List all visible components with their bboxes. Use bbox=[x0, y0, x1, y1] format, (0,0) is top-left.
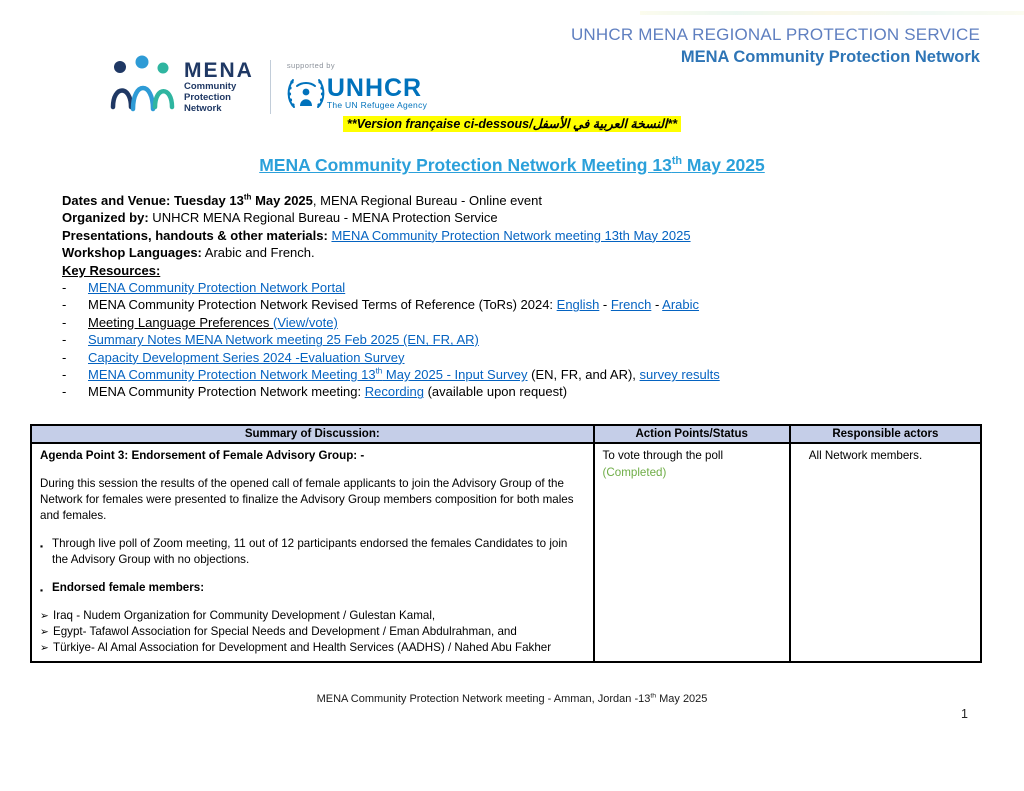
tors-arabic-link[interactable]: Arabic bbox=[662, 297, 700, 313]
decorative-strip bbox=[640, 11, 1024, 15]
bullet-endorsed-members: ▪ Endorsed female members: bbox=[40, 580, 585, 598]
arrow-bullet-icon: ➢ bbox=[40, 642, 49, 655]
input-survey-link[interactable]: MENA Community Protection Network Meeting 13th May 2025 - Input Survey bbox=[88, 366, 528, 383]
agenda-heading: Agenda Point 3: Endorsement of Female Advisory Group: - bbox=[40, 449, 365, 462]
portal-link[interactable]: MENA Community Protection Network Portal bbox=[88, 280, 346, 296]
materials-link[interactable]: MENA Community Protection Network meeting 13th May 2025 bbox=[331, 227, 691, 243]
letterhead bbox=[571, 24, 980, 68]
dates-line: Dates and Venue: Tuesday 13th May 2025, MENA Regional Bureau - Online event bbox=[62, 192, 542, 208]
page-title bbox=[0, 155, 1024, 176]
tors-french-link[interactable]: French bbox=[610, 297, 652, 313]
capacity-survey-link[interactable]: Capacity Development Series 2024 -Evaluation Survey bbox=[88, 349, 405, 365]
unhcr-tagline: The UN Refugee Agency bbox=[326, 99, 428, 110]
mena-logo-text bbox=[184, 58, 254, 114]
responsible-text: All Network members. bbox=[808, 449, 923, 462]
action-text: To vote through the poll bbox=[602, 449, 724, 462]
logo-divider bbox=[270, 60, 271, 114]
supported-by-label: supported by bbox=[286, 60, 336, 70]
language-notice-text: **Version française ci-dessous/النسخة العربية في الأسفل** bbox=[343, 116, 681, 132]
resource-item-language-pref: - Meeting Language Preferences (View/vote) bbox=[62, 314, 338, 330]
unhcr-wordmark: UNHCR bbox=[326, 73, 423, 102]
discussion-table bbox=[30, 424, 982, 663]
key-resources-heading: Key Resources: bbox=[62, 262, 161, 278]
page-number: 1 bbox=[961, 707, 968, 721]
logo-block bbox=[110, 54, 427, 120]
mena-logo-sub1: Community bbox=[184, 80, 237, 92]
bullet-poll-result: ▪ Through live poll of Zoom meeting, 11 out of 12 participants endorsed the females Candidates to join the Advisory Group with no objections. bbox=[40, 537, 568, 566]
dash-marker: - bbox=[62, 297, 67, 313]
square-bullet-icon: ▪ bbox=[40, 585, 44, 595]
view-vote-link[interactable]: (View/vote) bbox=[273, 314, 338, 330]
mena-people-icon bbox=[110, 55, 176, 119]
page-title-post: May 2025 bbox=[682, 155, 765, 175]
recording-link[interactable]: Recording bbox=[364, 384, 424, 400]
mena-logo-sub3: Network bbox=[184, 102, 222, 114]
resource-item-summary-notes bbox=[62, 331, 962, 348]
status-badge: (Completed) bbox=[602, 466, 667, 479]
header-summary: Summary of Discussion: bbox=[31, 425, 594, 443]
dash-marker: - bbox=[62, 314, 67, 330]
agenda-paragraph: During this session the results of the opened call of female applicants to join the Advisory Group of the Network for females were presented to finalize the Advisory Group members composition for both males and females. bbox=[40, 477, 574, 522]
language-notice bbox=[0, 116, 1024, 131]
action-cell bbox=[594, 443, 790, 662]
materials-line: Presentations, handouts & other materials: MENA Community Protection Network meeting 13th May 2025 bbox=[62, 227, 691, 243]
dash-marker: - bbox=[62, 332, 67, 348]
list-item: ➢ Türkiye- Al Amal Association for Development and Health Services (AADHS) / Nahed Abu Fakher bbox=[40, 640, 585, 656]
survey-results-link[interactable]: survey results bbox=[639, 367, 720, 383]
responsible-cell bbox=[790, 443, 981, 662]
tors-english-link[interactable]: English bbox=[556, 297, 600, 313]
meeting-meta bbox=[62, 192, 962, 401]
square-bullet-icon: ▪ bbox=[40, 541, 44, 551]
table-header-row bbox=[31, 425, 981, 443]
resource-item-input-survey: - MENA Community Protection Network Meeting 13th May 2025 - Input Survey (EN, FR, and AR), survey results bbox=[62, 366, 720, 383]
summary-notes-link[interactable]: Summary Notes MENA Network meeting 25 Feb 2025 (EN, FR, AR) bbox=[88, 332, 479, 348]
dash-marker: - bbox=[62, 367, 67, 383]
list-item: ➢ Iraq - Nudem Organization for Community Development / Gulestan Kamal, bbox=[40, 608, 585, 624]
dash-marker: - bbox=[62, 384, 67, 400]
list-item: ➢ Egypt- Tafawol Association for Special Needs and Development / Eman Abdulrahman, and bbox=[40, 624, 585, 640]
table-row bbox=[31, 443, 981, 662]
resource-item-portal bbox=[62, 279, 962, 296]
footer-text: MENA Community Protection Network meeting - Amman, Jordan -13th May 2025 bbox=[316, 692, 708, 705]
arrow-bullet-icon: ➢ bbox=[40, 610, 49, 622]
endorsed-members-list bbox=[40, 608, 585, 657]
page-title-text: MENA Community Protection Network Meeting 13 bbox=[259, 155, 672, 175]
resource-item-tors: - MENA Community Protection Network Revised Terms of Reference (ToRs) 2024: English - French - Arabic bbox=[62, 297, 700, 313]
unhcr-emblem-icon bbox=[285, 72, 327, 114]
languages-line: Workshop Languages: Arabic and French. bbox=[62, 245, 315, 261]
mena-logo-sub2: Protection bbox=[184, 91, 231, 103]
header-action: Action Points/Status bbox=[594, 425, 790, 443]
resource-item-capacity-survey bbox=[62, 349, 962, 366]
dash-marker: - bbox=[62, 349, 67, 365]
unhcr-logo bbox=[285, 61, 427, 114]
arrow-bullet-icon: ➢ bbox=[40, 626, 49, 639]
summary-cell bbox=[31, 443, 594, 662]
organized-line: Organized by: UNHCR MENA Regional Bureau - MENA Protection Service bbox=[62, 210, 498, 226]
header-responsible: Responsible actors bbox=[790, 425, 981, 443]
page-title-sup: th bbox=[671, 155, 683, 168]
letterhead-line2: MENA Community Protection Network bbox=[680, 48, 980, 66]
resource-item-recording: - MENA Community Protection Network meeting: Recording (available upon request) bbox=[62, 384, 568, 400]
dash-marker: - bbox=[62, 280, 67, 296]
letterhead-line1: UNHCR MENA REGIONAL PROTECTION SERVICE bbox=[570, 25, 980, 44]
mena-logo-title: MENA bbox=[184, 58, 254, 82]
